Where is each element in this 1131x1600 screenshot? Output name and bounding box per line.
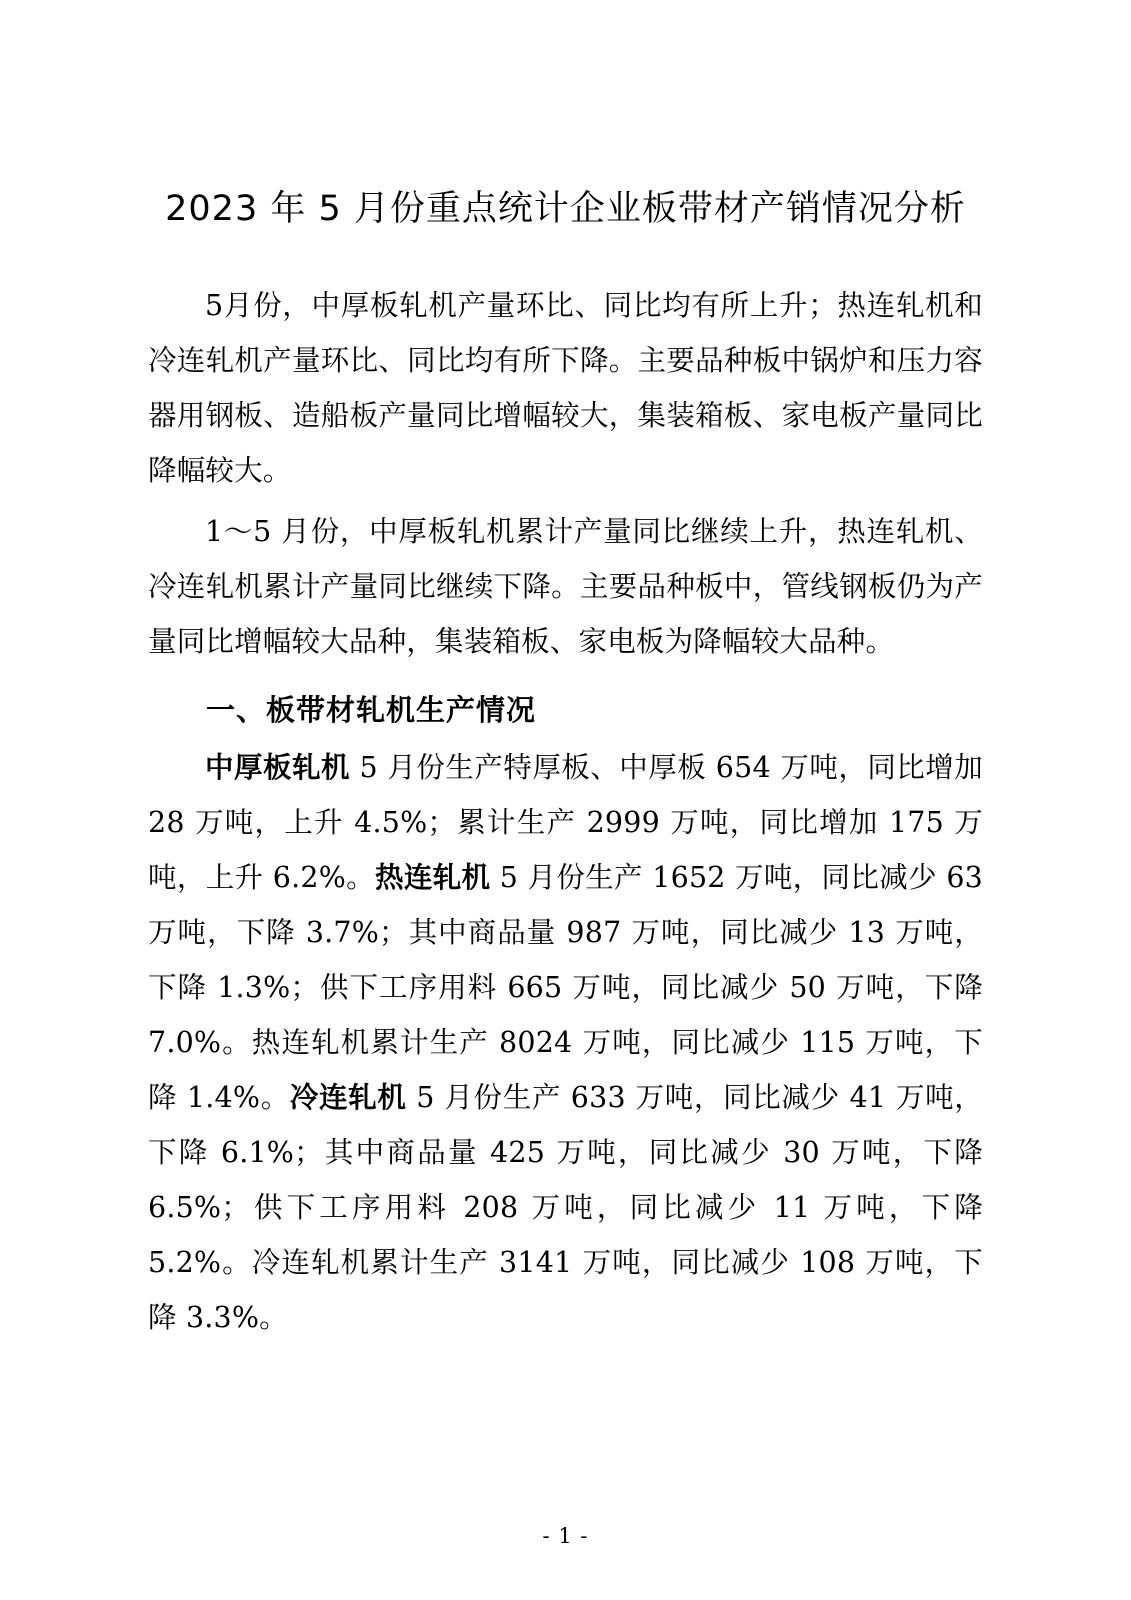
body-segment: 5 月份生产特厚板、中厚板 654 万吨，同比增加 28 万吨，上升 4.5%；累计生产 2999 万吨，同比增加 175 万吨，上升 6.2%。 [148, 751, 983, 894]
page-number: - 1 - [542, 1524, 589, 1548]
paragraph-cumulative-summary: 1～5 月份，中厚板轧机累计产量同比继续上升，热连轧机、冷连轧机累计产量同比继续下降。主要品种板中，管线钢板仍为产量同比增幅较大品种，集装箱板、家电板为降幅较大品种。 [148, 515, 983, 658]
paragraph-production-detail [148, 740, 983, 1345]
body-segment: 5 月份生产 1652 万吨，同比减少 63 万吨，下降 3.7%；其中商品量 987 万吨，同比减少 13 万吨，下降 1.3%；供下工序用料 665 万吨，同比减少 50 万吨，下降 7.0%。 [148, 861, 984, 1059]
paragraph-monthly-summary: 5月份，中厚板轧机产量环比、同比均有所上升；热连轧机和冷连轧机产量环比、同比均有所下降。主要品种板中锅炉和压力容器用钢板、造船板产量同比增幅较大，集装箱板、家电板产量同比降幅较大。 [148, 289, 983, 487]
page-title: 2023 年 5 月份重点统计企业板带材产销情况分析 [165, 189, 966, 229]
body-segment: 中厚板轧机 [205, 751, 350, 784]
body-segment: 5 月份生产 633 万吨，同比减少 41 万吨，下降 6.1%；其中商品量 425 万吨，同比减少 30 万吨，下降 6.5%；供下工序用料 208 万吨，同比减少 11 万吨，下降 5.2%。冷连轧机累计生产 3141 万吨，同比减少 108 万吨，下降 3.3%。 [148, 1081, 983, 1334]
body-segment: 冷连轧机 [289, 1081, 407, 1114]
body-segment: 热连轧机 [374, 861, 491, 894]
section-heading-production: 一、板带材轧机生产情况 [206, 693, 537, 727]
body-segment: 热连轧机累计生产 8024 万吨，同比减少 115 万吨，下降 1.4%。 [148, 1026, 984, 1114]
